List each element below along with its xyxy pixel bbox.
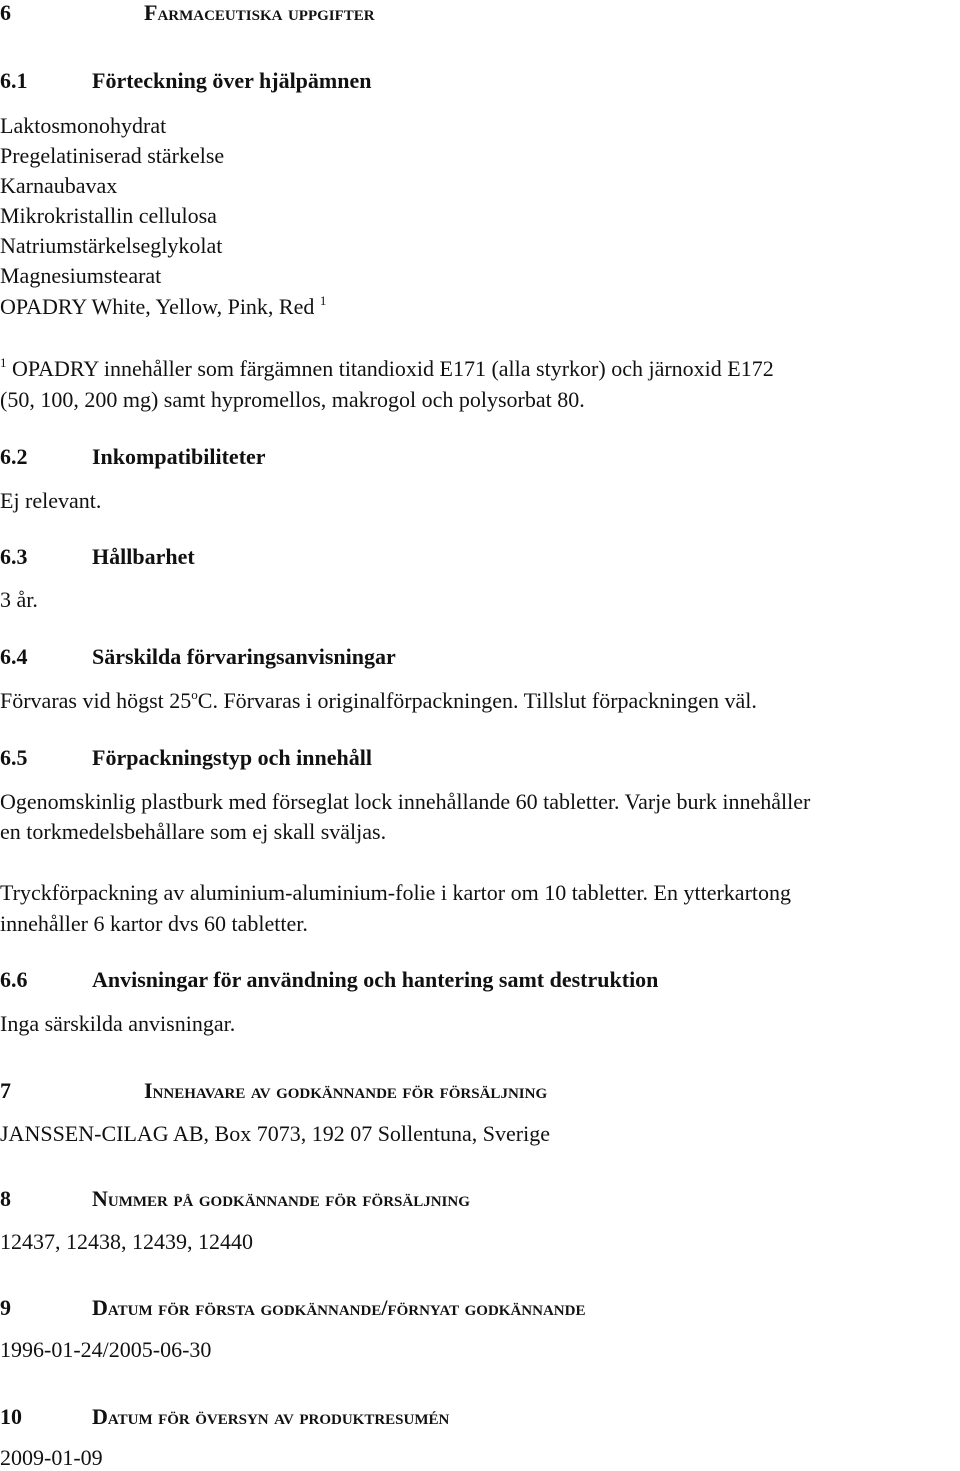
footnote-marker: 1 xyxy=(0,355,7,370)
section-10-number: 10 xyxy=(0,1404,22,1429)
footnote-line-1 xyxy=(0,356,774,382)
section-8-number: 8 xyxy=(0,1186,11,1211)
excipient-item: Mikrokristallin cellulosa xyxy=(0,203,217,228)
subsection-6-5-title: Förpackningstyp och innehåll xyxy=(92,745,372,770)
subsection-6-6-number: 6.6 xyxy=(0,967,28,992)
section-8-title: Nummer på godkännande för försäljning xyxy=(92,1186,470,1211)
section-7-text: JANSSEN-CILAG AB, Box 7073, 192 07 Sollentuna, Sverige xyxy=(0,1121,550,1146)
section-6-number: 6 xyxy=(0,0,11,25)
section-7-number: 7 xyxy=(0,1078,11,1103)
section-6-title: Farmaceutiska uppgifter xyxy=(144,0,375,25)
section-10-text: 2009-01-09 xyxy=(0,1445,103,1470)
storage-text-b: C. Förvaras i originalförpackningen. Tillslut förpackningen väl. xyxy=(197,688,757,713)
subsection-6-5-p1-line2: en torkmedelsbehållare som ej skall sväljas. xyxy=(0,819,387,844)
subsection-6-4-title: Särskilda förvaringsanvisningar xyxy=(92,644,396,669)
subsection-6-2-text: Ej relevant. xyxy=(0,488,102,513)
subsection-6-6-title: Anvisningar för användning och hantering samt destruktion xyxy=(92,967,659,992)
section-10-title: Datum för översyn av produktresumén xyxy=(92,1404,450,1429)
subsection-6-4-text xyxy=(0,688,757,714)
excipient-opadry-text: OPADRY White, Yellow, Pink, Red xyxy=(0,294,315,319)
section-9-text: 1996-01-24/2005-06-30 xyxy=(0,1337,212,1362)
excipient-item: Magnesiumstearat xyxy=(0,263,162,288)
footnote-line-2: (50, 100, 200 mg) samt hypromellos, makrogol och polysorbat 80. xyxy=(0,387,585,412)
excipient-item: Pregelatiniserad stärkelse xyxy=(0,143,225,168)
section-9-number: 9 xyxy=(0,1295,11,1320)
subsection-6-2-title: Inkompatibiliteter xyxy=(92,444,266,469)
subsection-6-1-title: Förteckning över hjälpämnen xyxy=(92,68,372,93)
subsection-6-5-p1-line1: Ogenomskinlig plastburk med förseglat lock innehållande 60 tabletter. Varje burk innehåller xyxy=(0,789,811,814)
excipient-item: Karnaubavax xyxy=(0,173,118,198)
subsection-6-4-number: 6.4 xyxy=(0,644,28,669)
subsection-6-1-number: 6.1 xyxy=(0,68,28,93)
subsection-6-5-p2-line1: Tryckförpackning av aluminium-aluminium-folie i kartor om 10 tabletter. En ytterkartong xyxy=(0,880,792,905)
footnote-text: OPADRY innehåller som färgämnen titandioxid E171 (alla styrkor) och järnoxid E172 xyxy=(12,356,774,381)
excipient-item: Laktosmonohydrat xyxy=(0,113,167,138)
section-7-title: Innehavare av godkännande för försäljning xyxy=(144,1078,548,1103)
subsection-6-3-number: 6.3 xyxy=(0,544,28,569)
storage-text-a: Förvaras vid högst 25 xyxy=(0,688,192,713)
degree-marker: o xyxy=(191,687,198,702)
section-8-text: 12437, 12438, 12439, 12440 xyxy=(0,1229,253,1254)
subsection-6-3-title: Hållbarhet xyxy=(92,544,195,569)
footnote-marker: 1 xyxy=(319,293,327,308)
excipient-item: Natriumstärkelseglykolat xyxy=(0,233,223,258)
subsection-6-6-text: Inga särskilda anvisningar. xyxy=(0,1011,236,1036)
subsection-6-5-p2-line2: innehåller 6 kartor dvs 60 tabletter. xyxy=(0,911,308,936)
subsection-6-3-text: 3 år. xyxy=(0,587,38,612)
section-9-title: Datum för första godkännande/förnyat godkännande xyxy=(92,1295,586,1320)
excipient-item-opadry xyxy=(0,294,326,320)
subsection-6-5-number: 6.5 xyxy=(0,745,28,770)
subsection-6-2-number: 6.2 xyxy=(0,444,28,469)
